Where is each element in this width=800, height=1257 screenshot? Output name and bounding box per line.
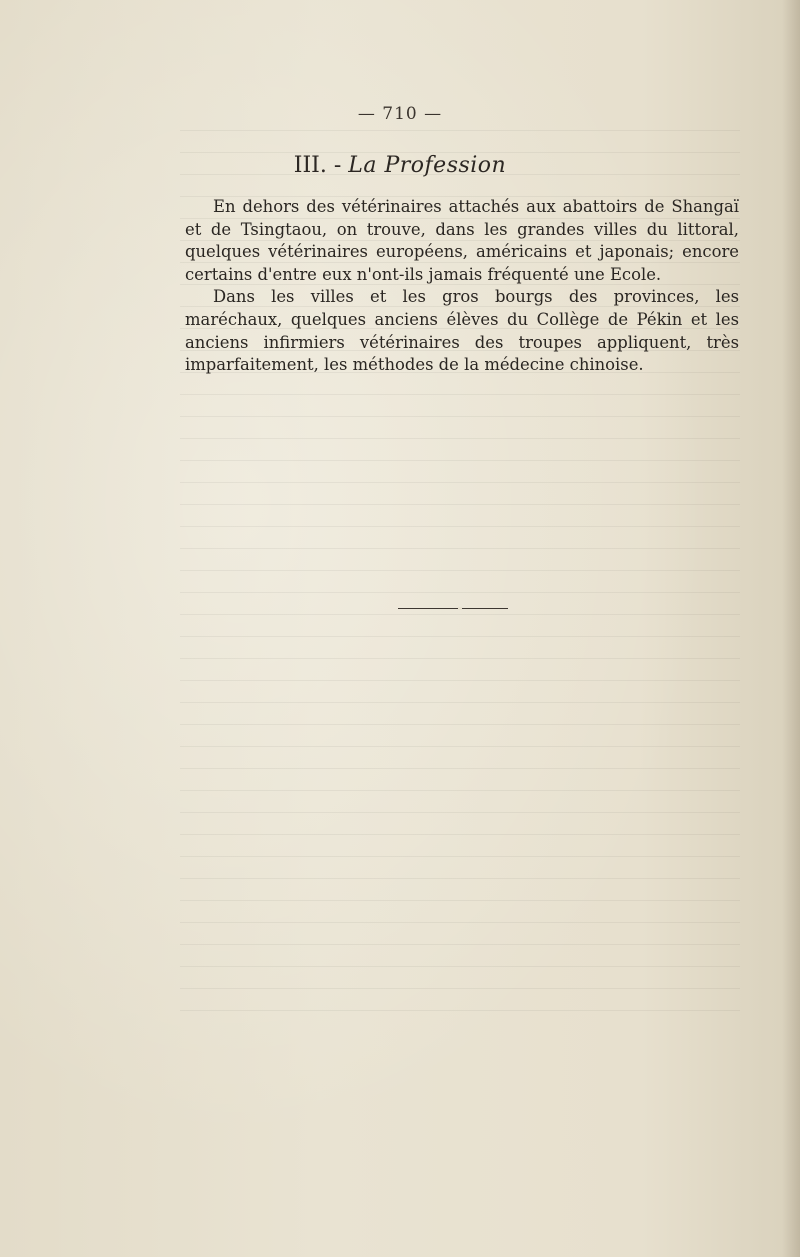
page-edge-shadow (782, 0, 800, 1257)
body-text (185, 196, 739, 377)
section-heading (0, 153, 800, 178)
section-title: La Profession (348, 153, 507, 178)
paragraph: En dehors des vétérinaires attachés aux abattoirs de Shangaï et de Tsingtaou, on trouve, dans les grandes villes du littoral, quelques vétérinaires européens, américains et japonais; encore certains d'entre eux n'ont-ils jamais fréquenté une Ecole. (185, 197, 739, 284)
page-number: — 710 — (357, 104, 443, 124)
paragraph: Dans les villes et les gros bourgs des provinces, les maréchaux, quelques anciens élèves du Collège de Pékin et les anciens infirmiers vétérinaires des troupes appliquent, très imparfaitement, les méthodes de la médecine chinoise. (185, 287, 739, 375)
section-end-rule (398, 608, 508, 610)
section-number: III. - (293, 153, 349, 178)
